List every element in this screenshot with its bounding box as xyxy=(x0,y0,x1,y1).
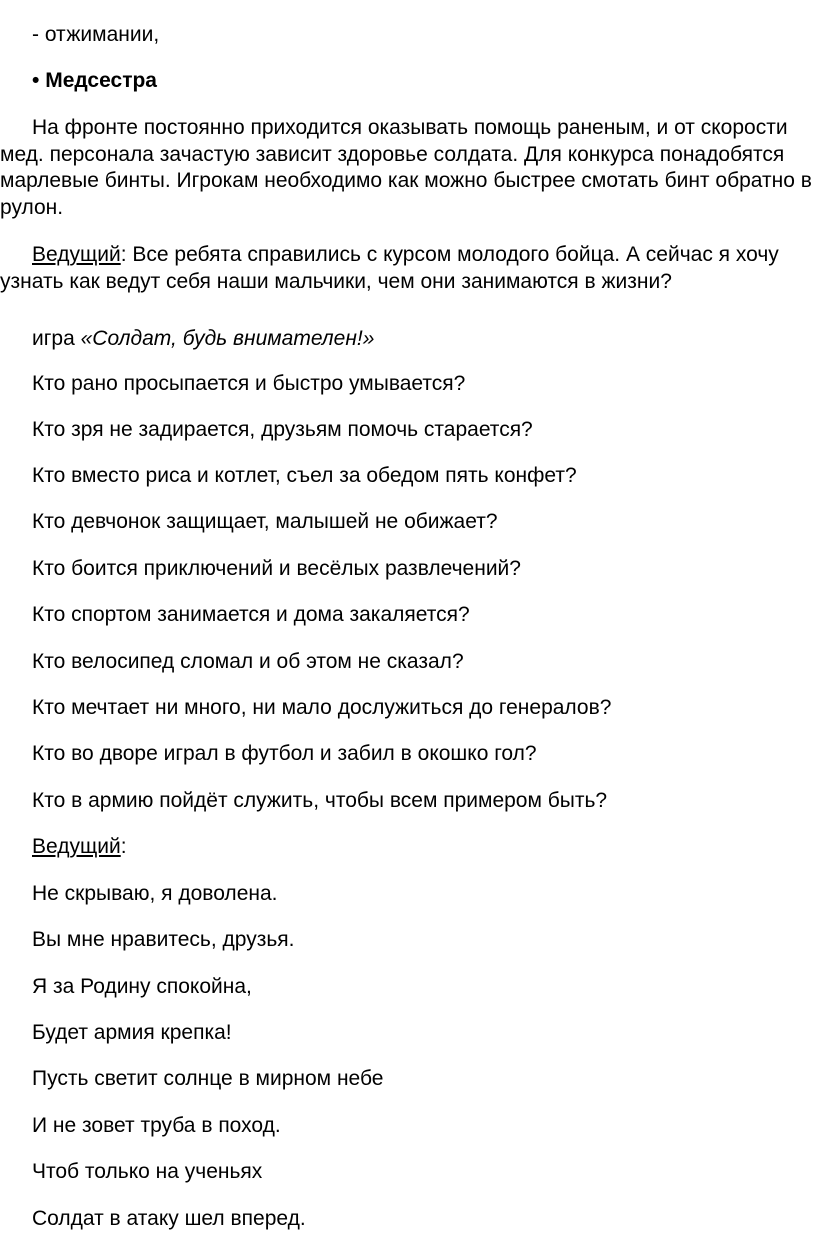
question-line: Кто мечтает ни много, ни мало дослужиться до генералов? xyxy=(32,696,612,719)
poem-line: Будет армия крепка! xyxy=(32,1021,232,1044)
poem-line: Не скрываю, я доволена. xyxy=(32,882,278,905)
host-paragraph xyxy=(0,242,812,295)
host-text: : Все ребята справились с курсом молодого бойца. А сейчас я хочу узнать как ведут себя наши мальчики, чем они занимаются в жизни? xyxy=(0,243,779,293)
bullet-icon: • xyxy=(32,69,40,92)
question-line: Кто в армию пойдёт служить, чтобы всем примером быть? xyxy=(32,789,608,812)
question-line: Кто спортом занимается и дома закаляется? xyxy=(32,603,470,626)
poem-line: Вы мне нравитесь, друзья. xyxy=(32,928,295,951)
host-colon: : xyxy=(120,835,127,858)
question-line: Кто велосипед сломал и об этом не сказал? xyxy=(32,650,464,673)
nurse-paragraph: На фронте постоянно приходится оказывать помощь раненым, и от скорости мед. персонала зачастую зависит здоровье солдата. Для конкурса понадобятся марлевые бинты. Игрокам необходимо как можно быстрее смотать бинт обратно в рулон. xyxy=(0,116,812,219)
poem-line: Пусть светит солнце в мирном небе xyxy=(32,1067,384,1090)
game-prefix: игра xyxy=(32,327,81,350)
host-label: Ведущий xyxy=(32,243,121,266)
poem-line: Солдат в атаку шел вперед. xyxy=(32,1207,306,1230)
game-title: «Солдат, будь внимателен!» xyxy=(80,327,375,350)
host-label: Ведущий xyxy=(32,835,121,858)
question-line: Кто девчонок защищает, малышей не обижает? xyxy=(32,510,498,533)
poem-line: И не зовет труба в поход. xyxy=(32,1114,281,1137)
game-title-line xyxy=(32,326,374,352)
section-heading xyxy=(32,68,157,94)
poem-line: Я за Родину спокойна, xyxy=(32,975,252,998)
question-line: Кто во дворе играл в футбол и забил в окошко гол? xyxy=(32,742,537,765)
question-line: Кто боится приключений и весёлых развлечений? xyxy=(32,557,521,580)
question-line: Кто вместо риса и котлет, съел за обедом пять конфет? xyxy=(32,464,577,487)
question-line: Кто рано просыпается и быстро умывается? xyxy=(32,372,466,395)
question-line: Кто зря не задирается, друзьям помочь старается? xyxy=(32,418,533,441)
poem-line: Чтоб только на ученьях xyxy=(32,1160,263,1183)
host-line xyxy=(32,834,127,860)
section-title: Медсестра xyxy=(45,69,157,92)
intro-line: - отжимании, xyxy=(32,23,160,46)
